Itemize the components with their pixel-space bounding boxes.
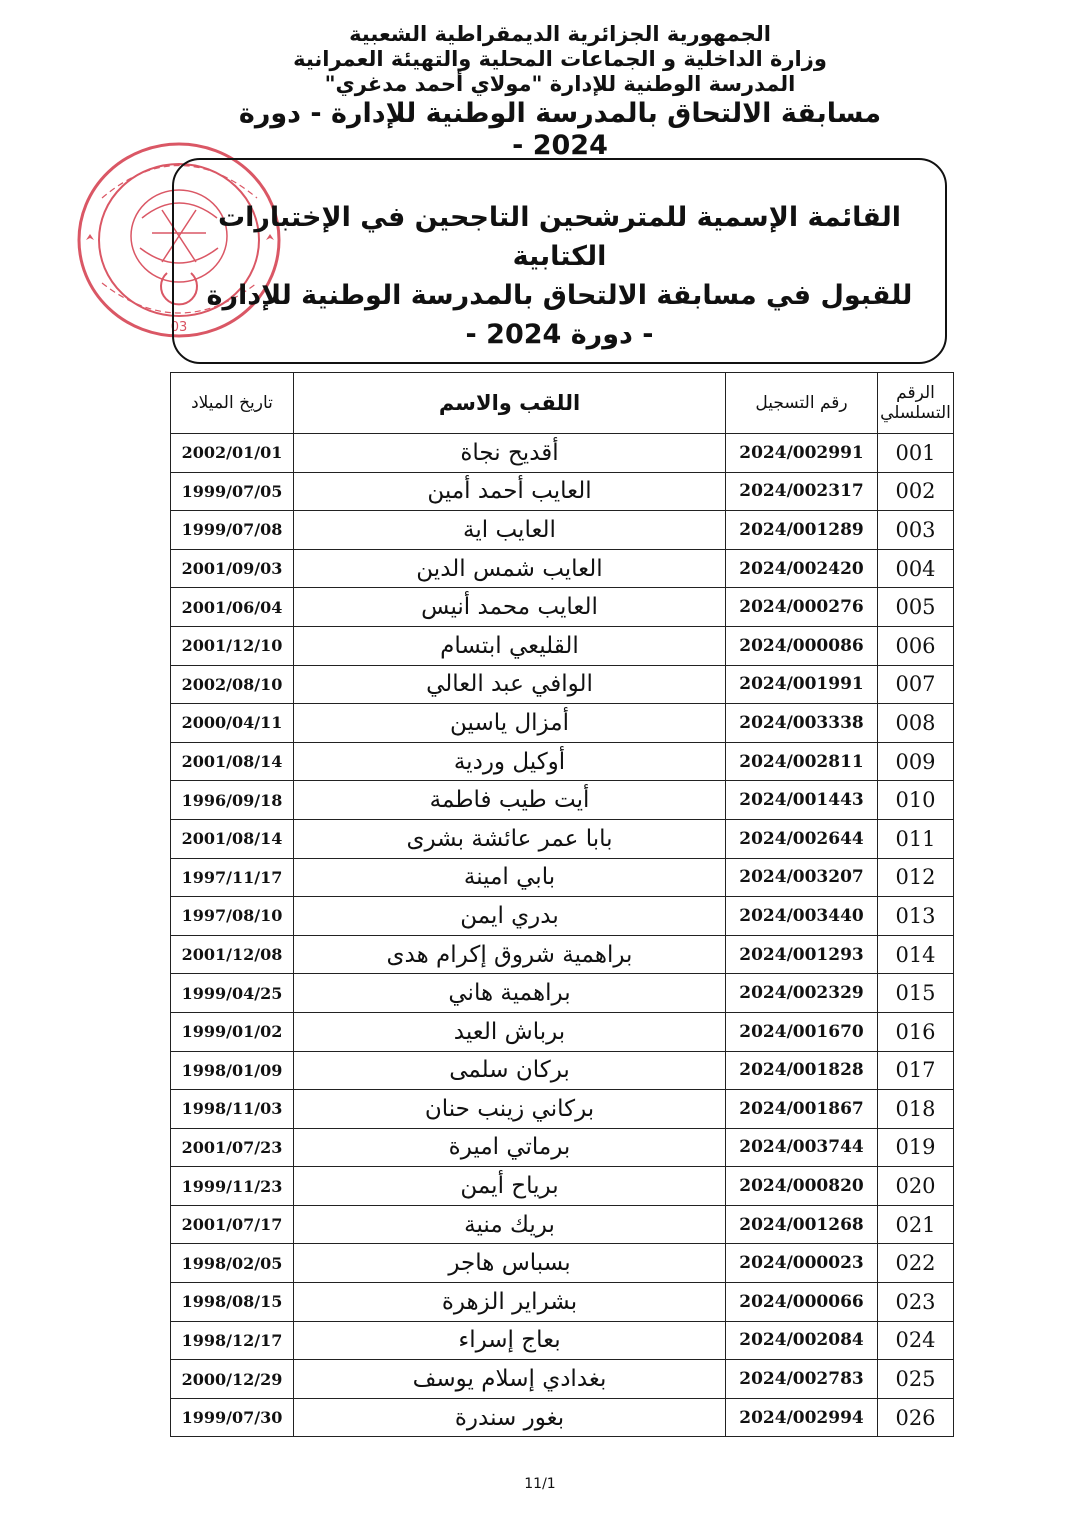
- name-cell: برماتي اميرة: [294, 1128, 726, 1167]
- registration-cell: 2024/002994: [726, 1398, 878, 1437]
- birth-date-cell: 1998/12/17: [171, 1321, 294, 1360]
- registration-cell: 2024/001293: [726, 935, 878, 974]
- table-row: [171, 897, 954, 936]
- name-cell: بسباس هاجر: [294, 1244, 726, 1283]
- serial-cell: 016: [878, 1012, 954, 1051]
- serial-cell: 013: [878, 897, 954, 936]
- table-row: [171, 1283, 954, 1322]
- registration-cell: 2024/000276: [726, 588, 878, 627]
- serial-cell: 018: [878, 1090, 954, 1129]
- table-row: [171, 1128, 954, 1167]
- candidates-table: [170, 372, 954, 1437]
- serial-cell: 024: [878, 1321, 954, 1360]
- table-row: [171, 626, 954, 665]
- table-row: [171, 704, 954, 743]
- registration-cell: 2024/001991: [726, 665, 878, 704]
- birth-date-cell: 1999/04/25: [171, 974, 294, 1013]
- registration-cell: 2024/000023: [726, 1244, 878, 1283]
- registration-cell: 2024/002329: [726, 974, 878, 1013]
- serial-cell: 011: [878, 819, 954, 858]
- name-cell: الوافي عبد العالي: [294, 665, 726, 704]
- serial-cell: 015: [878, 974, 954, 1013]
- header-republic: الجمهورية الجزائرية الديمقراطية الشعبية: [349, 22, 771, 46]
- registration-cell: 2024/002811: [726, 742, 878, 781]
- name-cell: بركاني زينب حنان: [294, 1090, 726, 1129]
- name-cell: أوكيل وردية: [294, 742, 726, 781]
- name-cell: بعاج إسراء: [294, 1321, 726, 1360]
- name-cell: العايب شمس الدين: [294, 549, 726, 588]
- document-header: [200, 22, 920, 162]
- birth-date-cell: 2001/08/14: [171, 819, 294, 858]
- registration-cell: 2024/002084: [726, 1321, 878, 1360]
- table-row: [171, 1205, 954, 1244]
- name-cell: بابي امينة: [294, 858, 726, 897]
- registration-cell: 2024/001828: [726, 1051, 878, 1090]
- registration-cell: 2024/002317: [726, 472, 878, 511]
- header-birth-date: تاريخ الميلاد: [171, 373, 294, 434]
- serial-cell: 001: [878, 434, 954, 473]
- birth-date-cell: 2001/07/17: [171, 1205, 294, 1244]
- serial-cell: 005: [878, 588, 954, 627]
- name-cell: بدري ايمن: [294, 897, 726, 936]
- table-row: [171, 434, 954, 473]
- birth-date-cell: 2001/07/23: [171, 1128, 294, 1167]
- birth-date-cell: 1998/11/03: [171, 1090, 294, 1129]
- serial-cell: 008: [878, 704, 954, 743]
- serial-cell: 006: [878, 626, 954, 665]
- header-registration: رقم التسجيل: [726, 373, 878, 434]
- name-cell: براهمية شروق إكرام هدى: [294, 935, 726, 974]
- name-cell: بغدادي إسلام يوسف: [294, 1360, 726, 1399]
- registration-cell: 2024/003440: [726, 897, 878, 936]
- registration-cell: 2024/002644: [726, 819, 878, 858]
- serial-cell: 020: [878, 1167, 954, 1206]
- birth-date-cell: 1996/09/18: [171, 781, 294, 820]
- registration-cell: 2024/003744: [726, 1128, 878, 1167]
- birth-date-cell: 1999/07/05: [171, 472, 294, 511]
- birth-date-cell: 2000/12/29: [171, 1360, 294, 1399]
- header-name: اللقب والاسم: [294, 373, 726, 434]
- serial-cell: 026: [878, 1398, 954, 1437]
- birth-date-cell: 1997/08/10: [171, 897, 294, 936]
- table-row: [171, 511, 954, 550]
- table-row: [171, 974, 954, 1013]
- birth-date-cell: 1999/01/02: [171, 1012, 294, 1051]
- header-school: المدرسة الوطنية للإدارة "مولاي أحمد مدغري": [324, 72, 796, 97]
- table-header-row: [171, 373, 954, 434]
- birth-date-cell: 1998/02/05: [171, 1244, 294, 1283]
- table-row: [171, 1167, 954, 1206]
- title-line-2: للقبول في مسابقة الالتحاق بالمدرسة الوطنية للإدارة: [206, 280, 913, 312]
- name-cell: بشراير الزهرة: [294, 1283, 726, 1322]
- name-cell: القليعي ابتسام: [294, 626, 726, 665]
- name-cell: أيت طيب فاطمة: [294, 781, 726, 820]
- birth-date-cell: 1999/07/30: [171, 1398, 294, 1437]
- serial-cell: 025: [878, 1360, 954, 1399]
- registration-cell: 2024/001443: [726, 781, 878, 820]
- serial-cell: 023: [878, 1283, 954, 1322]
- name-cell: العايب محمد أنيس: [294, 588, 726, 627]
- name-cell: برياح أيمن: [294, 1167, 726, 1206]
- table-row: [171, 1051, 954, 1090]
- registration-cell: 2024/002420: [726, 549, 878, 588]
- name-cell: بركان سلمى: [294, 1051, 726, 1090]
- table-row: [171, 1398, 954, 1437]
- birth-date-cell: 2002/08/10: [171, 665, 294, 704]
- name-cell: بابا عمر عائشة بشرى: [294, 819, 726, 858]
- serial-cell: 009: [878, 742, 954, 781]
- registration-cell: 2024/002783: [726, 1360, 878, 1399]
- registration-cell: 2024/003338: [726, 704, 878, 743]
- table-row: [171, 549, 954, 588]
- name-cell: براهمية هاني: [294, 974, 726, 1013]
- birth-date-cell: 2002/01/01: [171, 434, 294, 473]
- table-row: [171, 819, 954, 858]
- registration-cell: 2024/001867: [726, 1090, 878, 1129]
- name-cell: العايب أحمد أمين: [294, 472, 726, 511]
- serial-cell: 012: [878, 858, 954, 897]
- serial-cell: 021: [878, 1205, 954, 1244]
- birth-date-cell: 2001/12/10: [171, 626, 294, 665]
- birth-date-cell: 1997/11/17: [171, 858, 294, 897]
- serial-cell: 007: [878, 665, 954, 704]
- table-row: [171, 588, 954, 627]
- table-row: [171, 1244, 954, 1283]
- registration-cell: 2024/000820: [726, 1167, 878, 1206]
- birth-date-cell: 2001/06/04: [171, 588, 294, 627]
- table-row: [171, 935, 954, 974]
- name-cell: أقديح نجاة: [294, 434, 726, 473]
- name-cell: برباش العيد: [294, 1012, 726, 1051]
- serial-cell: 010: [878, 781, 954, 820]
- registration-cell: 2024/001670: [726, 1012, 878, 1051]
- birth-date-cell: 1998/01/09: [171, 1051, 294, 1090]
- birth-date-cell: 1998/08/15: [171, 1283, 294, 1322]
- serial-cell: 003: [878, 511, 954, 550]
- serial-cell: 017: [878, 1051, 954, 1090]
- birth-date-cell: 2001/09/03: [171, 549, 294, 588]
- stamp-number: 03: [170, 320, 188, 335]
- birth-date-cell: 2001/12/08: [171, 935, 294, 974]
- name-cell: العايب اية: [294, 511, 726, 550]
- registration-cell: 2024/001289: [726, 511, 878, 550]
- table-row: [171, 742, 954, 781]
- header-competition: مسابقة الالتحاق بالمدرسة الوطنية للإدارة - دورة 2024 -: [238, 97, 882, 161]
- birth-date-cell: 2000/04/11: [171, 704, 294, 743]
- serial-cell: 002: [878, 472, 954, 511]
- serial-cell: 004: [878, 549, 954, 588]
- serial-cell: 019: [878, 1128, 954, 1167]
- table-row: [171, 1321, 954, 1360]
- table-row: [171, 858, 954, 897]
- header-ministry: وزارة الداخلية و الجماعات المحلية والتهيئة العمرانية: [293, 47, 827, 72]
- birth-date-cell: 2001/08/14: [171, 742, 294, 781]
- name-cell: بريك منية: [294, 1205, 726, 1244]
- table-row: [171, 665, 954, 704]
- table-row: [171, 472, 954, 511]
- birth-date-cell: 1999/11/23: [171, 1167, 294, 1206]
- registration-cell: 2024/001268: [726, 1205, 878, 1244]
- page-number: 11/1: [524, 1476, 556, 1492]
- serial-cell: 022: [878, 1244, 954, 1283]
- name-cell: بغور سندرة: [294, 1398, 726, 1437]
- birth-date-cell: 1999/07/08: [171, 511, 294, 550]
- title-line-1: القائمة الإسمية للمترشحين التاجحين في الإختبارات الكتابية: [217, 202, 902, 273]
- title-line-3: - دورة 2024 -: [465, 319, 654, 351]
- registration-cell: 2024/000066: [726, 1283, 878, 1322]
- serial-cell: 014: [878, 935, 954, 974]
- name-cell: أمزال ياسين: [294, 704, 726, 743]
- registration-cell: 2024/000086: [726, 626, 878, 665]
- table-row: [171, 781, 954, 820]
- table-row: [171, 1090, 954, 1129]
- table-row: [171, 1012, 954, 1051]
- title-box: [172, 158, 947, 364]
- registration-cell: 2024/003207: [726, 858, 878, 897]
- registration-cell: 2024/002991: [726, 434, 878, 473]
- table-row: [171, 1360, 954, 1399]
- header-serial: الرقم التسلسلي: [878, 373, 954, 434]
